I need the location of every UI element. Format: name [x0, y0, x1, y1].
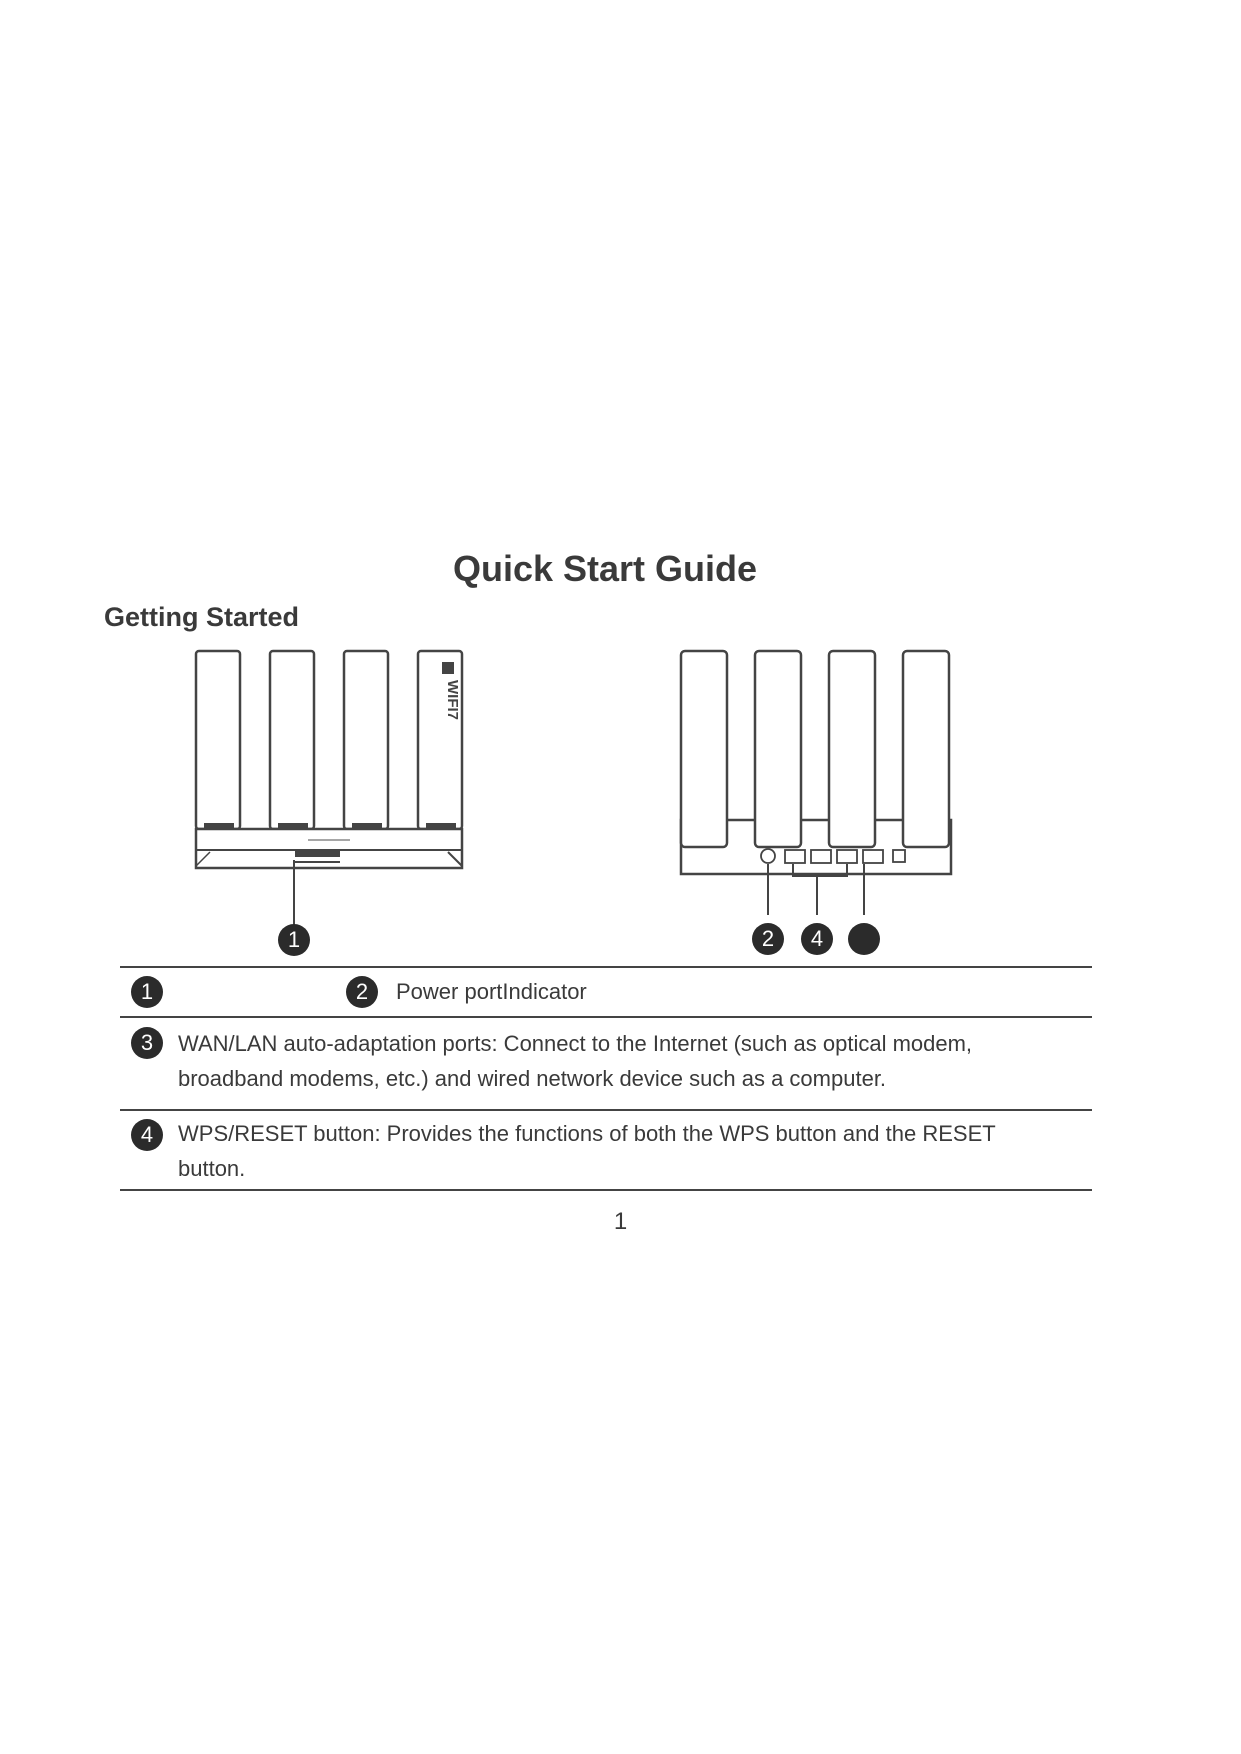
table-rule-top — [120, 966, 1092, 968]
table-rule-bottom — [120, 1189, 1092, 1191]
row-text: Power portIndicator — [396, 979, 587, 1004]
callout-badge: 1 — [278, 924, 310, 956]
row-text-line: WAN/LAN auto-adaptation ports: Connect to the Internet (such as optical modem, — [178, 1031, 973, 1056]
antenna-label: WIFI7 — [444, 680, 461, 720]
router-back-illustration — [675, 640, 965, 960]
callout-badge: 4 — [801, 923, 833, 955]
table-rule — [120, 1109, 1092, 1111]
callout-badge: 2 — [346, 976, 378, 1008]
row-text-line: WPS/RESET button: Provides the functions of both the WPS button and the RESET — [178, 1121, 996, 1146]
router-front-illustration — [190, 640, 480, 970]
callout-badge: 1 — [131, 976, 163, 1008]
page-title: Quick Start Guide — [452, 548, 758, 589]
section-heading: Getting Started — [104, 602, 300, 632]
callout-badge: 4 — [131, 1119, 163, 1151]
callout-badge: 3 — [131, 1027, 163, 1059]
row-text-line: button. — [178, 1156, 246, 1181]
page-number: 1 — [613, 1208, 628, 1235]
row-text-line: broadband modems, etc.) and wired network device such as a computer. — [178, 1066, 887, 1091]
callout-badge: 2 — [752, 923, 784, 955]
callout-badge — [848, 923, 880, 955]
table-rule — [120, 1016, 1092, 1018]
